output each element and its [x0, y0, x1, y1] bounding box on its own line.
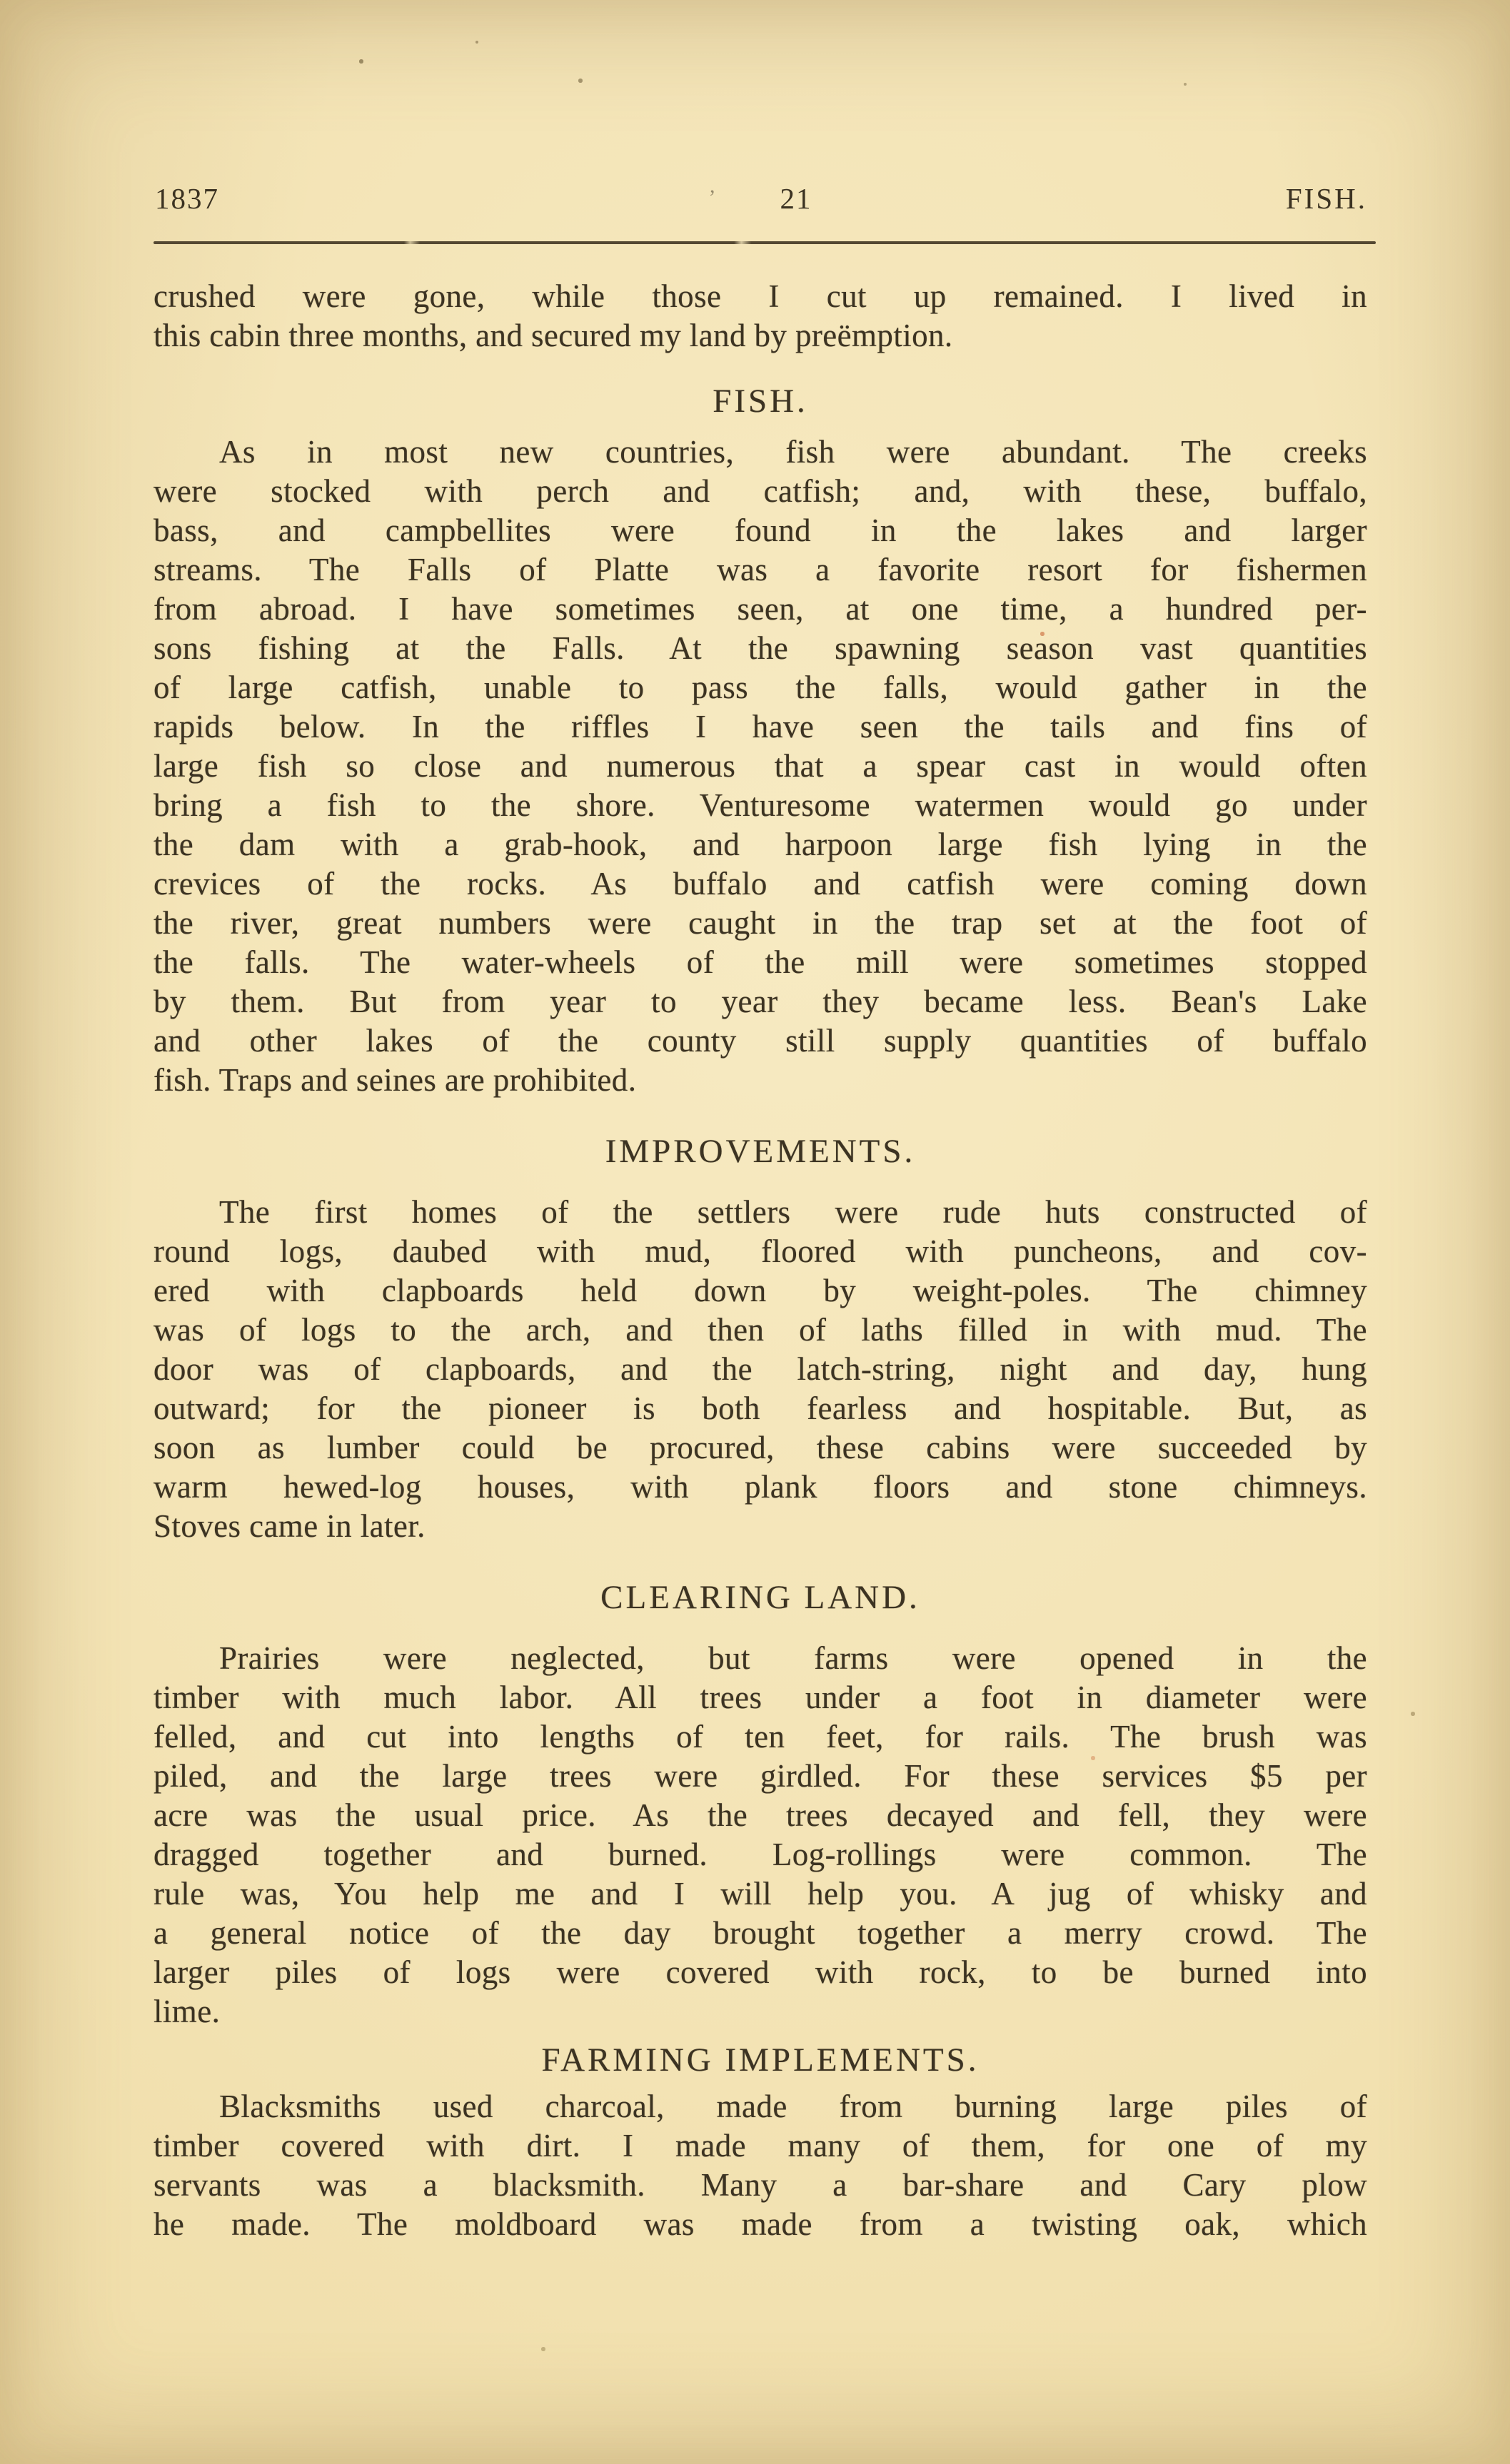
text-line: ered with clapboards held down by weight-poles. The chimney	[153, 1273, 1367, 1308]
text-line: felled, and cut into lengths of ten feet, for rails. The brush was	[153, 1719, 1367, 1754]
text-line: the dam with a grab-hook, and harpoon large fish lying in the	[153, 827, 1367, 862]
text-line: servants was a blacksmith. Many a bar-share and Cary plow	[153, 2167, 1367, 2203]
header-year: 1837	[155, 182, 219, 215]
section-clearing-land	[153, 1577, 1367, 2031]
paragraph	[153, 1639, 1367, 2031]
section-heading: IMPROVEMENTS.	[605, 1133, 916, 1170]
paper-flecks	[0, 0, 1, 1]
text-line: Stoves came in later.	[153, 1508, 426, 1544]
text-line: Blacksmiths used charcoal, made from burning large piles of	[219, 2089, 1367, 2124]
paragraph	[153, 1193, 1367, 1546]
header-page-number-group	[153, 180, 1367, 221]
text-line: crevices of the rocks. As buffalo and catfish were coming down	[153, 866, 1367, 902]
text-line: acre was the usual price. As the trees decayed and fell, they were	[153, 1797, 1367, 1833]
text-line: The first homes of the settlers were rude huts constructed of	[219, 1194, 1367, 1230]
text-line: bring a fish to the shore. Venturesome watermen would go under	[153, 787, 1367, 823]
section-fish	[153, 381, 1367, 1100]
text-line: a general notice of the day brought together a merry crowd. The	[153, 1915, 1367, 1951]
paragraph	[153, 433, 1367, 1100]
text-line: and other lakes of the county still supply quantities of buffalo	[153, 1023, 1367, 1059]
text-line: large fish so close and numerous that a spear cast in would often	[153, 748, 1367, 784]
text-line: timber with much labor. All trees under a foot in diameter were	[153, 1680, 1367, 1715]
section-heading: FARMING IMPLEMENTS.	[541, 2041, 980, 2079]
paragraph	[153, 277, 1367, 355]
text-line: Prairies were neglected, but farms were opened in the	[219, 1640, 1367, 1676]
text-line: rapids below. In the riffles I have seen the tails and fins of	[153, 709, 1367, 744]
text-line: piled, and the large trees were girdled. For these services $5 per	[153, 1758, 1367, 1794]
page-number: 21	[780, 182, 812, 215]
section-heading: FISH.	[713, 383, 808, 420]
text-line: door was of clapboards, and the latch-string, night and day, hung	[153, 1351, 1367, 1387]
section-improvements	[153, 1131, 1367, 1546]
text-line: round logs, daubed with mud, floored with puncheons, and cov-	[153, 1233, 1367, 1269]
text-line: warm hewed-log houses, with plank floors and stone chimneys.	[153, 1469, 1367, 1505]
section-farming-implements	[153, 2040, 1367, 2244]
text-line: larger piles of logs were covered with rock, to be burned into	[153, 1954, 1367, 1990]
text-line: bass, and campbellites were found in the lakes and larger	[153, 513, 1367, 548]
text-line: dragged together and burned. Log-rollings were common. The	[153, 1837, 1367, 1872]
paragraph	[153, 2087, 1367, 2244]
text-line: timber covered with dirt. I made many of them, for one of my	[153, 2128, 1367, 2163]
scan-fleck-mark: ’	[708, 186, 718, 209]
text-line: crushed were gone, while those I cut up remained. I lived in	[153, 278, 1367, 314]
page-header	[153, 180, 1367, 217]
text-line: soon as lumber could be procured, these cabins were succeeded by	[153, 1430, 1367, 1465]
text-line: the falls. The water-wheels of the mill were sometimes stopped	[153, 944, 1367, 980]
text-line: of large catfish, unable to pass the falls, would gather in the	[153, 670, 1367, 705]
section-continuation	[153, 277, 1367, 355]
text-line: As in most new countries, fish were abundant. The creeks	[219, 434, 1367, 470]
text-line: outward; for the pioneer is both fearless and hospitable. But, as	[153, 1390, 1367, 1426]
section-heading: CLEARING LAND.	[600, 1579, 920, 1616]
text-line: was of logs to the arch, and then of laths filled in with mud. The	[153, 1312, 1367, 1348]
running-title: FISH.	[1285, 182, 1367, 215]
page-body	[153, 277, 1367, 2244]
text-line: sons fishing at the Falls. At the spawning season vast quantities	[153, 630, 1367, 666]
text-line: he made. The moldboard was made from a twisting oak, which	[153, 2206, 1367, 2242]
header-rule	[153, 241, 1376, 244]
text-line: were stocked with perch and catfish; and, with these, buffalo,	[153, 473, 1367, 509]
text-line: rule was, You help me and I will help you. A jug of whisky and	[153, 1876, 1367, 1912]
text-line: streams. The Falls of Platte was a favorite resort for fishermen	[153, 552, 1367, 587]
text-line: fish. Traps and seines are prohibited.	[153, 1062, 637, 1098]
text-line: lime.	[153, 1994, 221, 2029]
text-line: by them. But from year to year they became less. Bean's Lake	[153, 984, 1367, 1019]
text-line: the river, great numbers were caught in the trap set at the foot of	[153, 905, 1367, 941]
text-line: from abroad. I have sometimes seen, at one time, a hundred per-	[153, 591, 1367, 627]
text-line: this cabin three months, and secured my land by preëmption.	[153, 318, 953, 353]
